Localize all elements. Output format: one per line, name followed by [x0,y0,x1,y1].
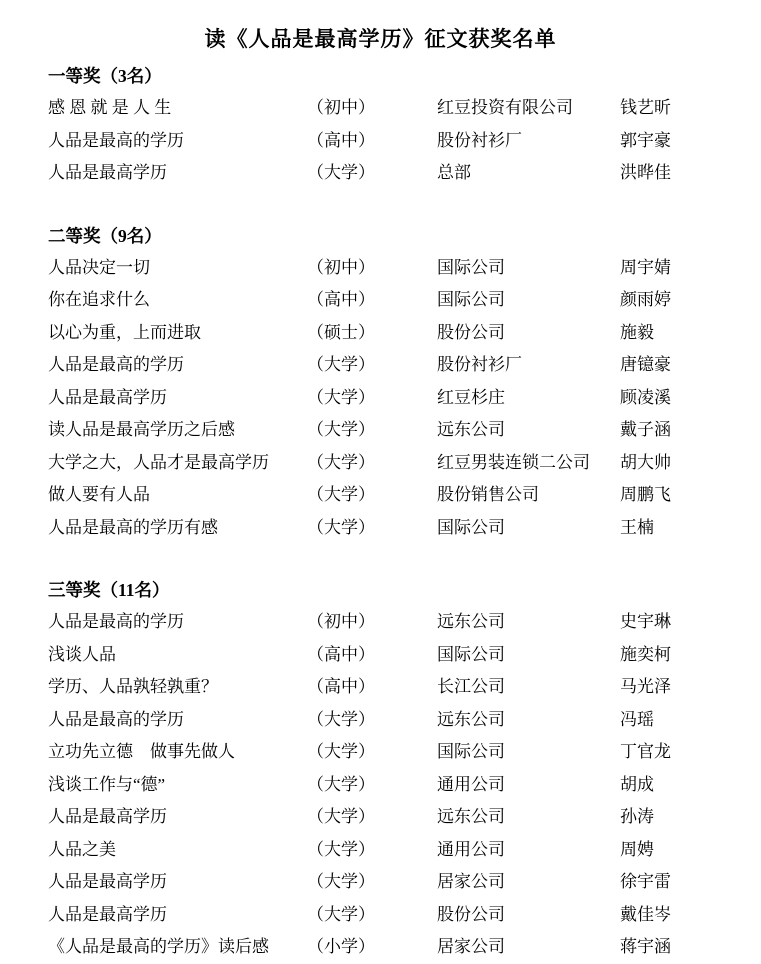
company: 远东公司 [437,612,505,631]
education-level: （大学） [307,452,375,472]
company: 远东公司 [437,709,505,729]
author-name: 戴子涵 [620,420,671,439]
award-row [48,512,713,545]
award-row [48,349,713,382]
author-name: 马光泽 [620,677,671,696]
author-name: 周娉 [620,839,654,859]
author-name: 钱艺昕 [620,98,671,117]
author-name: 颜雨婷 [620,290,671,309]
award-row [48,639,713,672]
essay-title: 人品是最高学历 [48,904,167,924]
section-header: 三等奖（11名） [48,580,170,600]
award-section [48,60,713,190]
company: 股份公司 [437,904,505,924]
award-row [48,834,713,867]
company: 长江公司 [437,677,505,696]
education-level: （小学） [307,937,375,956]
essay-title: 人品是最高学历 [48,387,167,407]
award-row [48,252,713,285]
author-name: 戴佳岑 [620,904,671,924]
company: 国际公司 [437,644,505,664]
award-row [48,92,713,125]
section-header: 一等奖（3名） [48,66,162,86]
author-name: 唐镱豪 [620,355,671,374]
award-row [48,479,713,512]
education-level: （大学） [307,517,375,537]
award-row [48,284,713,317]
education-level: （高中） [307,290,375,309]
award-row [48,317,713,350]
education-level: （大学） [307,709,375,729]
essay-title: 人品是最高的学历 [48,709,184,729]
essay-title: 做人要有人品 [48,485,150,504]
award-row [48,931,713,964]
company: 红豆男装连锁二公司 [437,452,590,472]
education-level: （初中） [307,257,375,277]
award-row [48,671,713,704]
author-name: 冯瑶 [620,709,654,729]
essay-title: 人品决定一切 [48,257,150,277]
author-name: 胡大帅 [620,452,671,472]
award-row [48,769,713,802]
award-row [48,414,713,447]
education-level: （大学） [307,742,375,761]
company: 股份销售公司 [437,485,539,504]
education-level: （大学） [307,872,375,891]
education-level: （大学） [307,807,375,826]
essay-title: 浅谈人品 [48,644,116,664]
education-level: （大学） [307,839,375,859]
education-level: （硕士） [307,322,375,342]
essay-title: 人品是最高学历 [48,807,167,826]
award-row [48,736,713,769]
education-level: （高中） [307,677,375,696]
author-name: 周鹏飞 [620,485,671,504]
company: 居家公司 [437,872,505,891]
author-name: 徐宇雷 [620,872,671,891]
essay-title: 人品是最高的学历有感 [48,517,218,537]
education-level: （高中） [307,644,375,664]
award-row [48,801,713,834]
award-row [48,382,713,415]
education-level: （大学） [307,355,375,374]
essay-title: 浅谈工作与“德” [48,774,166,794]
award-sections [48,60,713,964]
section-header: 二等奖（9名） [48,225,162,246]
essay-title: 人品是最高的学历 [48,612,184,631]
essay-title: 感 恩 就 是 人 生 [48,98,172,117]
essay-title: 以心为重，上而进取 [48,322,201,342]
essay-title: 学历、人品孰轻孰重？ [48,677,218,696]
author-name: 胡成 [620,774,654,794]
essay-title: 人品是最高的学历 [48,130,184,150]
education-level: （大学） [307,904,375,924]
company: 国际公司 [437,742,505,761]
company: 居家公司 [437,937,505,956]
education-level: （大学） [307,420,375,439]
award-row [48,899,713,932]
company: 远东公司 [437,420,505,439]
company: 国际公司 [437,257,505,277]
author-name: 孙涛 [620,807,654,826]
education-level: （大学） [307,485,375,504]
company: 国际公司 [437,517,505,537]
award-row [48,866,713,899]
award-row [48,157,713,190]
award-section [48,574,713,964]
education-level: （大学） [307,163,375,182]
author-name: 洪晔佳 [620,163,671,182]
company: 红豆杉庄 [437,387,505,407]
company: 通用公司 [437,774,505,794]
essay-title: 立功先立德 做事先做人 [48,742,235,761]
essay-title: 大学之大，人品才是最高学历 [48,452,269,472]
education-level: （大学） [307,774,375,794]
author-name: 施奕柯 [620,644,671,664]
document-title: 读《人品是最高学历》征文获奖名单 [204,27,557,51]
education-level: （初中） [307,98,375,117]
essay-title: 人品是最高学历 [48,872,167,891]
company: 股份公司 [437,322,505,342]
essay-title: 人品是最高的学历 [48,355,184,374]
essay-title: 《人品是最高的学历》读后感 [48,937,269,956]
company: 通用公司 [437,839,505,859]
author-name: 周宇婧 [620,257,671,277]
award-row [48,606,713,639]
company: 股份衬衫厂 [437,130,522,150]
essay-title: 人品是最高学历 [48,163,167,182]
author-name: 郭宇豪 [620,130,671,150]
company: 股份衬衫厂 [437,355,522,374]
author-name: 王楠 [620,517,654,537]
author-name: 丁官龙 [620,742,671,761]
company: 红豆投资有限公司 [437,98,573,117]
company: 远东公司 [437,807,505,826]
author-name: 顾凌溪 [620,387,671,407]
essay-title: 读人品是最高学历之后感 [48,420,235,439]
education-level: （大学） [307,387,375,407]
author-name: 蒋宇涵 [620,937,671,956]
education-level: （高中） [307,130,375,150]
essay-title: 人品之美 [48,839,116,859]
company: 国际公司 [437,290,505,309]
company: 总部 [437,163,471,182]
award-section [48,220,713,545]
education-level: （初中） [307,612,375,631]
award-row [48,125,713,158]
essay-title: 你在追求什么 [48,290,150,309]
author-name: 史宇琳 [620,612,671,631]
author-name: 施毅 [620,322,654,342]
award-row [48,704,713,737]
award-row [48,447,713,480]
